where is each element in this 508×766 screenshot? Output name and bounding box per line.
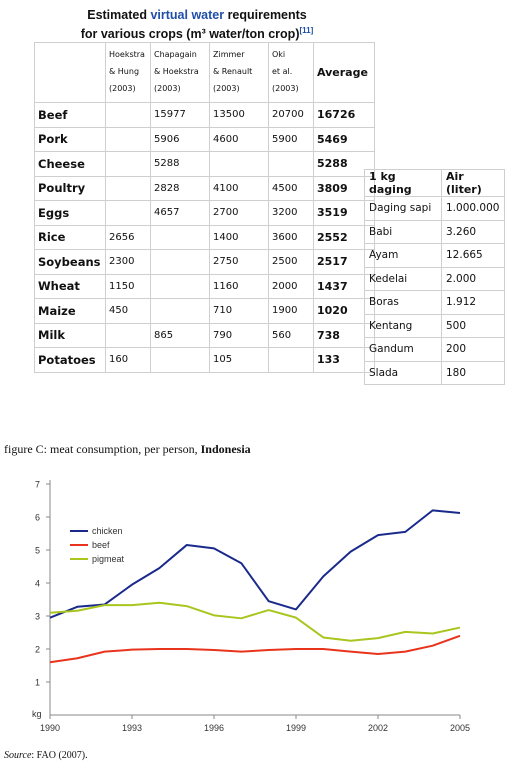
average-cell: 5469 <box>314 127 375 152</box>
value-cell <box>210 152 269 177</box>
y-tick-label: 6 <box>34 512 40 523</box>
meat-name: Gandum <box>365 338 442 362</box>
average-cell: 1020 <box>314 299 375 324</box>
crop-name: Eggs <box>35 201 106 226</box>
crop-name: Soybeans <box>35 250 106 275</box>
table-row <box>35 103 375 128</box>
value-cell: 4100 <box>210 176 269 201</box>
x-tick-label: 2002 <box>367 723 389 733</box>
value-cell: 2656 <box>106 225 151 250</box>
crop-name: Potatoes <box>35 348 106 373</box>
table-row <box>35 348 375 373</box>
kg-row <box>365 244 505 268</box>
value-cell: 2000 <box>269 274 314 299</box>
table-row <box>35 225 375 250</box>
y-tick-label: 4 <box>34 578 40 589</box>
kg-header-row <box>365 170 505 197</box>
y-tick-label: 7 <box>34 479 40 490</box>
meat-name: Slada <box>365 361 442 385</box>
water-liters: 1.000.000 <box>442 197 505 221</box>
legend-label-pigmeat: pigmeat <box>92 554 125 564</box>
crop-header-blank <box>35 43 106 103</box>
source-header-1 <box>151 43 210 103</box>
reference-link[interactable]: [11] <box>299 26 314 35</box>
value-cell: 1160 <box>210 274 269 299</box>
source-header-line: & Renault <box>213 67 253 76</box>
value-cell: 5900 <box>269 127 314 152</box>
title-suffix: requirements <box>224 8 307 22</box>
meat-name: Kentang <box>365 314 442 338</box>
source-header-line: & Hoekstra <box>154 67 199 76</box>
water-liters: 180 <box>442 361 505 385</box>
water-liters: 3.260 <box>442 220 505 244</box>
water-liters: 500 <box>442 314 505 338</box>
y-axis-label: kg <box>32 709 42 719</box>
value-cell: 3200 <box>269 201 314 226</box>
y-tick-label: 2 <box>34 644 40 655</box>
value-cell <box>151 348 210 373</box>
meat-consumption-chart <box>0 470 470 750</box>
title-prefix: Estimated <box>87 8 151 22</box>
table-row <box>35 201 375 226</box>
average-cell: 3519 <box>314 201 375 226</box>
table-row <box>35 152 375 177</box>
average-cell: 1437 <box>314 274 375 299</box>
source-header-line: et al. <box>272 67 293 76</box>
value-cell: 2828 <box>151 176 210 201</box>
crop-name: Rice <box>35 225 106 250</box>
series-line-beef <box>50 636 460 662</box>
average-cell: 5288 <box>314 152 375 177</box>
meat-name: Kedelai <box>365 267 442 291</box>
kg-row <box>365 197 505 221</box>
table-title-line2 <box>36 23 358 42</box>
value-cell: 790 <box>210 323 269 348</box>
table-body <box>35 103 375 373</box>
table-row <box>35 250 375 275</box>
value-cell: 1900 <box>269 299 314 324</box>
water-liters: 2.000 <box>442 267 505 291</box>
x-tick-label: 1990 <box>39 723 61 733</box>
value-cell: 3600 <box>269 225 314 250</box>
kg-row <box>365 361 505 385</box>
source-header-line: Hoekstra <box>109 50 145 59</box>
table-title <box>36 8 358 42</box>
crop-name: Wheat <box>35 274 106 299</box>
table-title-line1 <box>36 8 358 23</box>
value-cell <box>106 176 151 201</box>
value-cell: 5906 <box>151 127 210 152</box>
value-cell: 4657 <box>151 201 210 226</box>
value-cell: 710 <box>210 299 269 324</box>
table-row <box>35 274 375 299</box>
crop-name: Beef <box>35 103 106 128</box>
kg-row <box>365 267 505 291</box>
title-line2: for various crops (m³ water/ton crop) <box>80 27 300 42</box>
x-tick-label: 1996 <box>203 723 225 733</box>
kg-header-water: Air (liter) <box>442 170 505 197</box>
value-cell: 1400 <box>210 225 269 250</box>
source-header-line: Oki <box>272 50 286 59</box>
kg-row <box>365 220 505 244</box>
value-cell: 4600 <box>210 127 269 152</box>
crop-name: Cheese <box>35 152 106 177</box>
table-row <box>35 127 375 152</box>
value-cell <box>106 201 151 226</box>
series-line-pigmeat <box>50 603 460 641</box>
virtual-water-link[interactable]: virtual water <box>150 8 225 22</box>
kg-row <box>365 314 505 338</box>
value-cell <box>106 127 151 152</box>
figure-title <box>4 442 251 457</box>
value-cell <box>106 152 151 177</box>
value-cell: 105 <box>210 348 269 373</box>
legend-label-chicken: chicken <box>92 526 123 536</box>
value-cell: 20700 <box>269 103 314 128</box>
figure-title-prefix: figure C: meat consumption, per person, <box>4 442 201 456</box>
y-tick-label: 3 <box>34 611 40 622</box>
average-header: Average <box>314 43 375 103</box>
table-row <box>35 323 375 348</box>
value-cell: 15977 <box>151 103 210 128</box>
x-tick-label: 1993 <box>121 723 143 733</box>
value-cell: 2500 <box>269 250 314 275</box>
legend-label-beef: beef <box>92 540 110 550</box>
value-cell <box>269 152 314 177</box>
kg-water-table <box>364 169 505 385</box>
value-cell: 865 <box>151 323 210 348</box>
average-cell: 2552 <box>314 225 375 250</box>
crop-name: Milk <box>35 323 106 348</box>
value-cell <box>151 299 210 324</box>
source-header-line: (2003) <box>109 84 136 93</box>
kg-header-meat: 1 kg daging <box>365 170 442 197</box>
crop-name: Pork <box>35 127 106 152</box>
value-cell <box>151 225 210 250</box>
kg-row <box>365 291 505 315</box>
value-cell: 4500 <box>269 176 314 201</box>
meat-name: Babi <box>365 220 442 244</box>
source-note <box>4 750 88 761</box>
value-cell <box>106 103 151 128</box>
source-header-line: (2003) <box>154 84 181 93</box>
source-header-line: Chapagain <box>154 50 197 59</box>
value-cell <box>151 274 210 299</box>
y-tick-label: 5 <box>34 545 40 556</box>
value-cell <box>269 348 314 373</box>
source-text: : FAO (2007). <box>31 750 88 761</box>
meat-name: Daging sapi <box>365 197 442 221</box>
value-cell: 1150 <box>106 274 151 299</box>
meat-name: Ayam <box>365 244 442 268</box>
source-header-line: Zimmer <box>213 50 245 59</box>
crop-name: Poultry <box>35 176 106 201</box>
average-cell: 133 <box>314 348 375 373</box>
virtual-water-table <box>34 42 375 373</box>
value-cell: 2750 <box>210 250 269 275</box>
value-cell: 13500 <box>210 103 269 128</box>
source-header-3 <box>269 43 314 103</box>
table-row <box>35 299 375 324</box>
source-header-line: (2003) <box>213 84 240 93</box>
water-liters: 1.912 <box>442 291 505 315</box>
x-tick-label: 1999 <box>285 723 307 733</box>
source-header-2 <box>210 43 269 103</box>
source-header-line: (2003) <box>272 84 299 93</box>
kg-row <box>365 338 505 362</box>
source-header-0 <box>106 43 151 103</box>
value-cell: 2300 <box>106 250 151 275</box>
value-cell: 160 <box>106 348 151 373</box>
value-cell: 450 <box>106 299 151 324</box>
water-liters: 200 <box>442 338 505 362</box>
value-cell: 2700 <box>210 201 269 226</box>
value-cell: 560 <box>269 323 314 348</box>
source-label: Source <box>4 750 32 761</box>
value-cell <box>106 323 151 348</box>
x-tick-label: 2005 <box>449 723 470 733</box>
y-tick-label: 1 <box>34 677 40 688</box>
average-cell: 16726 <box>314 103 375 128</box>
source-header-line: & Hung <box>109 67 140 76</box>
average-cell: 738 <box>314 323 375 348</box>
crop-name: Maize <box>35 299 106 324</box>
value-cell <box>151 250 210 275</box>
figure-title-country: Indonesia <box>200 442 251 456</box>
meat-name: Boras <box>365 291 442 315</box>
kg-table-body <box>365 197 505 385</box>
table-header-row <box>35 43 375 103</box>
average-cell: 3809 <box>314 176 375 201</box>
average-cell: 2517 <box>314 250 375 275</box>
value-cell: 5288 <box>151 152 210 177</box>
table-row <box>35 176 375 201</box>
water-liters: 12.665 <box>442 244 505 268</box>
